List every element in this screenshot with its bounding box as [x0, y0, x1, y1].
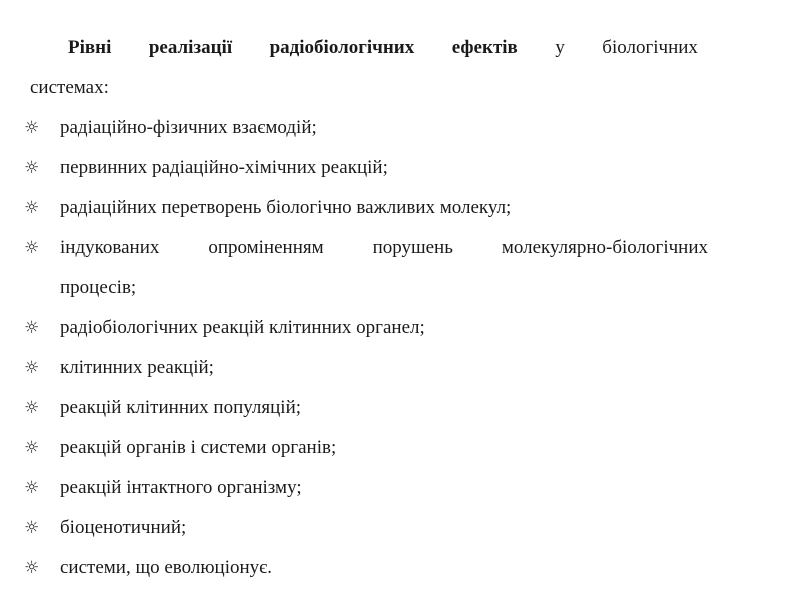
list-item-text: системи, що еволюціонує. — [60, 557, 273, 578]
heading-word: у — [555, 37, 565, 58]
sun-bullet-icon: ☼ — [24, 478, 40, 498]
heading-line-2: системах: — [30, 77, 109, 98]
heading-word: біологічних — [602, 37, 698, 58]
list-item-text: клітинних реакцій; — [60, 357, 214, 378]
sun-bullet-icon: ☼ — [24, 318, 40, 338]
list-item-word: порушень — [372, 237, 453, 258]
list-item — [0, 556, 800, 596]
list-item — [0, 476, 800, 516]
heading-word: радіобіологічних — [269, 37, 415, 58]
list-item — [0, 196, 800, 236]
list-item-text: реакцій інтактного організму; — [60, 477, 302, 498]
list-item — [0, 516, 800, 556]
sun-bullet-icon: ☼ — [24, 438, 40, 458]
heading-word: реалізації — [148, 37, 233, 58]
list-item — [0, 396, 800, 436]
sun-bullet-icon: ☼ — [24, 198, 40, 218]
sun-bullet-icon: ☼ — [24, 118, 40, 138]
sun-bullet-icon: ☼ — [24, 238, 40, 258]
list-item-text: біоценотичний; — [60, 517, 187, 538]
list-item-text-line-1 — [60, 236, 708, 260]
list-item — [0, 236, 800, 300]
list-item-word: індукованих — [60, 237, 160, 258]
list-item-word: молекулярно-біологічних — [501, 237, 708, 258]
heading-line-1 — [68, 36, 698, 60]
list-item-text: радіаційно-фізичних взаємодій; — [60, 117, 317, 138]
heading-word: ефектів — [451, 37, 518, 58]
list-item-text: первинних радіаційно-хімічних реакцій; — [60, 157, 388, 178]
sun-bullet-icon: ☼ — [24, 358, 40, 378]
list-item — [0, 356, 800, 396]
sun-bullet-icon: ☼ — [24, 398, 40, 418]
sun-bullet-icon: ☼ — [24, 158, 40, 178]
list-item — [0, 116, 800, 156]
list-item-text: реакцій клітинних популяцій; — [60, 397, 302, 418]
list-item-text: радіаційних перетворень біологічно важливих молекул; — [60, 197, 512, 218]
list-item — [0, 436, 800, 476]
list-item-text: радіобіологічних реакцій клітинних органел; — [60, 317, 425, 338]
sun-bullet-icon: ☼ — [24, 558, 40, 578]
list-item — [0, 156, 800, 196]
sun-bullet-icon: ☼ — [24, 518, 40, 538]
list-item-text-line-2: процесів; — [60, 277, 137, 298]
list-item-text: реакцій органів і системи органів; — [60, 437, 337, 458]
list-item — [0, 316, 800, 356]
list-item-word: опроміненням — [208, 237, 324, 258]
heading-word: Рівні — [68, 37, 112, 58]
